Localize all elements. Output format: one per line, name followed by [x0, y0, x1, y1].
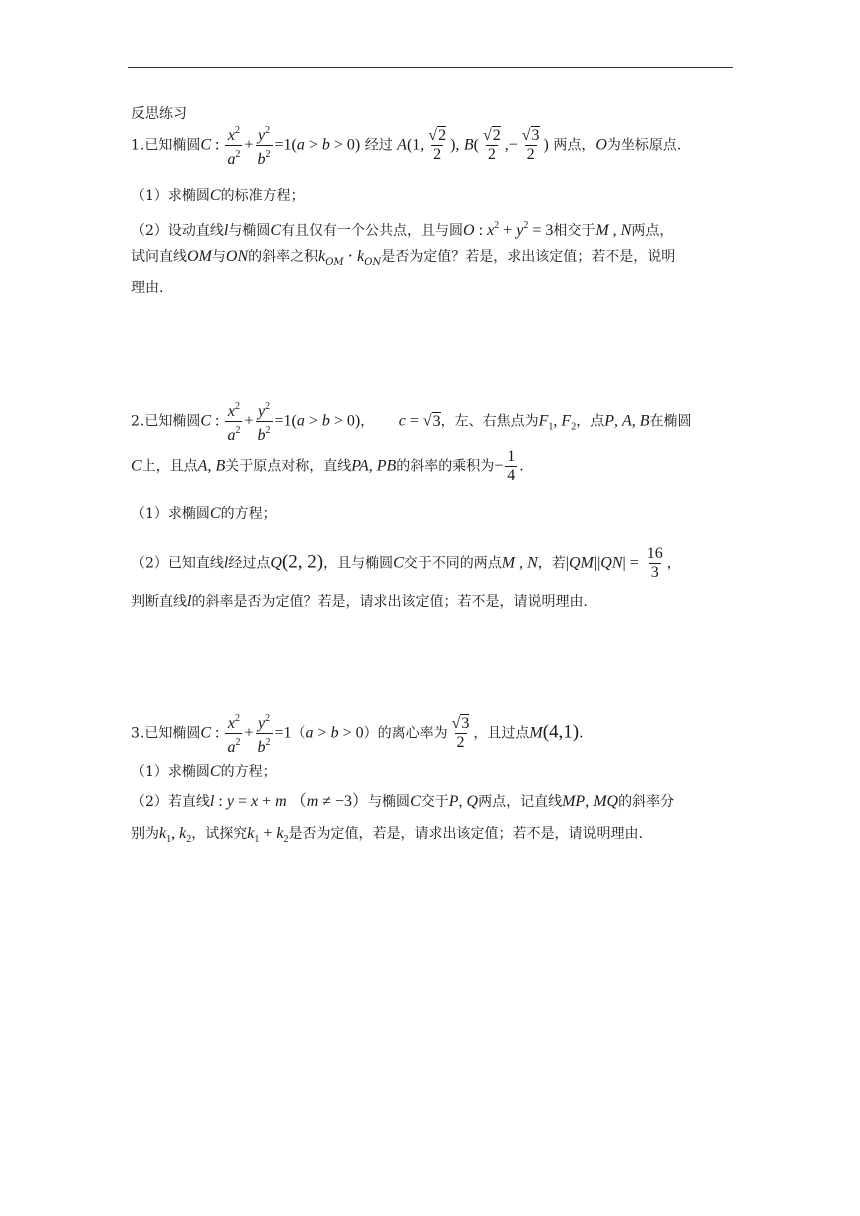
problem-2-part-1: （1）求椭圆C的方程；	[131, 505, 277, 522]
problem-2-part-2-line-1: （2）已知直线l经过点Q(2, 2)，且与椭圆C交于不同的两点M , N，若|QM||QN| = $\frac{16}{3}$ ，	[131, 545, 681, 581]
problem-2-number: 2.	[131, 413, 145, 430]
problem-2-statement: 2.已知椭圆C : $\frac{x^2}{a^2}$ + $\frac{y^2}{b^2}$ =1(a > b > 0)， c = √3，左、右焦点为$F_1$, $F_2$，点P, A, B在椭圆	[131, 401, 692, 444]
problem-3-part-2-line-1: （2）若直线l : y = x + m （m ≠ −3）与椭圆C交于P, Q两点，记直线MP, MQ的斜率分	[131, 793, 675, 810]
problem-1-number: 1.	[131, 137, 145, 154]
section-title: 反思练习	[131, 106, 187, 122]
problem-1-part-2-line-1: （2）设动直线l与椭圆C有且仅有一个公共点，且与圆O : $x^2 + y^2 = 3$相交于M , N两点，	[131, 220, 674, 239]
header-rule	[128, 67, 733, 68]
problem-1-part-1: （1）求椭圆C的标准方程；	[131, 187, 305, 204]
problem-3-part-1: （1）求椭圆C的方程；	[131, 763, 277, 780]
problem-3-number: 3.	[131, 725, 145, 742]
problem-2-statement-cont: C上，且点A, B关于原点对称，直线PA, PB的斜率的乘积为− $\frac{1}{4}$ .	[131, 448, 524, 484]
problem-1-part-2-line-2: 试问直线OM与ON的斜率之积$k_{OM} \cdot k_{ON}$是否为定值？若是，求出该定值；若不是，说明	[131, 248, 676, 268]
problem-1-statement: 1.已知椭圆C : $\frac{x^2}{a^2}$ + $\frac{y^2}{b^2}$ =1(a > b > 0) 经过 A(1, $\frac{√2}{2}$ ), B( $\frac{√2}{2}$ ,− $\frac{√3}{2}$ ) 两点，O为坐标原点.	[131, 122, 681, 169]
problem-2-part-2-line-2: 判断直线l的斜率是否为定值？若是，请求出该定值；若不是，请说明理由.	[131, 593, 588, 610]
problem-1-part-2-line-3: 理由.	[131, 280, 164, 296]
problem-3-part-2-line-2: 别为$k_1$, $k_2$，试探究$k_1 + k_2$是否为定值，若是，请求出该定值；若不是，请说明理由.	[131, 825, 643, 845]
fraction-x2-a2: $\frac{x^2}{a^2}$	[227, 125, 241, 168]
problem-3-statement: 3.已知椭圆C : $\frac{x^2}{a^2}$ + $\frac{y^2}{b^2}$ =1（a > b > 0）的离心率为 $\frac{√3}{2}$ ，且过点M(4,1).	[131, 713, 584, 756]
fraction-y2-b2: $\frac{y^2}{b^2}$	[257, 125, 271, 168]
